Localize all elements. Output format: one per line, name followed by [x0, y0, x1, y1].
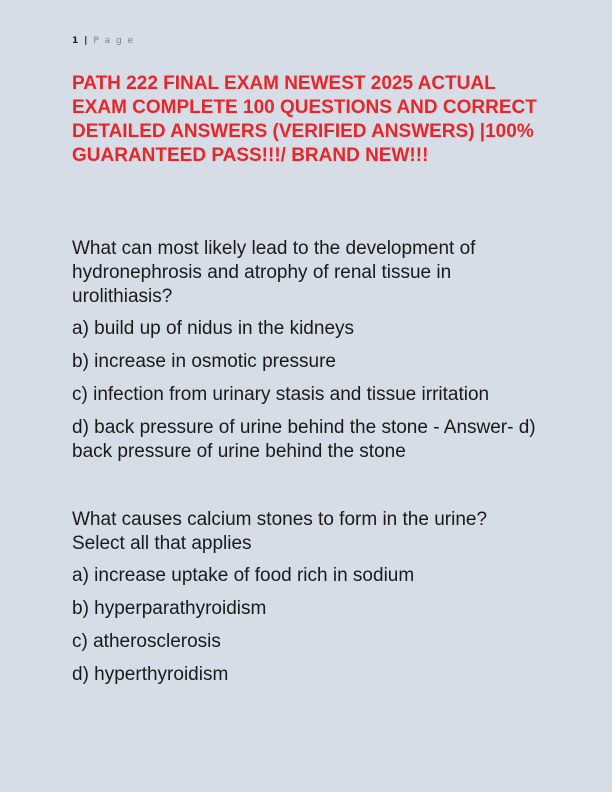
question-1-option-a: a) build up of nidus in the kidneys [72, 318, 355, 339]
question-2-option-b: b) hyperparathyroidism [72, 598, 267, 619]
page-number-header [72, 36, 135, 46]
page-number-separator: | [84, 36, 89, 46]
question-2-option-c: c) atherosclerosis [72, 631, 221, 652]
page-number: 1 [72, 36, 80, 46]
question-2 [72, 508, 542, 696]
document-title: PATH 222 FINAL EXAM NEWEST 2025 ACTUAL EXAM COMPLETE 100 QUESTIONS AND CORRECT DETAILED ANSWERS (VERIFIED ANSWERS) |100% GUARANTEED PASS!!!/ BRAND NEW!!! [72, 73, 537, 166]
question-2-option-a: a) increase uptake of food rich in sodium [72, 565, 415, 586]
question-1-text: What can most likely lead to the development of hydronephrosis and atrophy of renal tissue in urolithiasis? [72, 238, 476, 307]
question-1-option-c: c) infection from urinary stasis and tissue irritation [72, 384, 490, 405]
question-1-option-b: b) increase in osmotic pressure [72, 351, 336, 372]
question-1 [72, 237, 542, 473]
page-label: P a g e [93, 36, 135, 46]
question-2-text: What causes calcium stones to form in the urine? Select all that applies [72, 509, 488, 554]
question-1-option-d: d) back pressure of urine behind the stone - Answer- d) back pressure of urine behind the stone [72, 417, 536, 462]
question-2-option-d: d) hyperthyroidism [72, 664, 229, 685]
